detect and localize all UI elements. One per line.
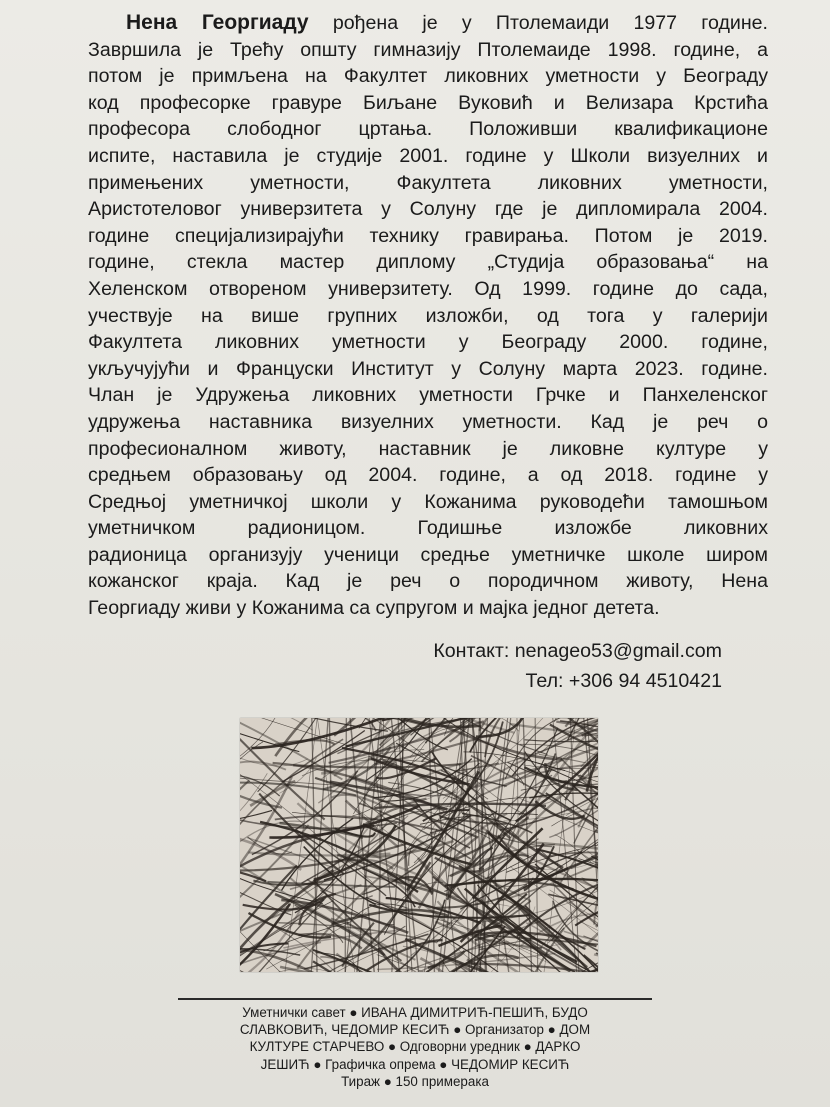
contact-phone: Тел: +306 94 4510421 xyxy=(525,670,722,692)
bio-line: радионица организују ученици средње уметничке школе широм xyxy=(88,543,768,566)
contact-email: Контакт: nenageo53@gmail.com xyxy=(433,640,722,662)
credits-line: Уметнички савет ● ИВАНА ДИМИТРИЋ-ПЕШИЋ, БУДО xyxy=(242,1005,588,1020)
bio-line-1: Нена Георгиаду рођена је у Птолемаиди 1977 године. xyxy=(126,11,768,34)
bio-line: Хеленском отвореном универзитету. Од 1999. године до сада, xyxy=(88,277,768,300)
bio-line: Аристотеловог универзитета у Солуну где је дипломирала 2004. xyxy=(88,198,768,221)
bio-line: код професорке гравуре Биљане Вуковић и Велизара Крстића xyxy=(88,91,768,114)
bio-line-last: Георгиаду живи у Кожанима са супругом и мајка једног детета. xyxy=(88,597,660,620)
bio-line: године, стекла мастер диплому „Студија образовања“ на xyxy=(88,251,768,274)
credits-line: КУЛТУРЕ СТАРЧЕВО ● Одговорни уредник ● ДАРКО xyxy=(249,1039,581,1055)
bio-line: средњем образовању од 2004. године, а од 2018. године у xyxy=(88,464,768,487)
bio-line: професора слободног цртања. Положивши квалификационе xyxy=(88,118,768,141)
bio-line: укључујући и Француски Институт у Солуну марта 2023. године. xyxy=(88,357,768,380)
contact-block xyxy=(380,636,722,696)
credits-line: ЈЕШИЋ ● Графичка опрема ● ЧЕДОМИР КЕСИЋ xyxy=(260,1056,570,1072)
bio-line: испите, наставила је студије 2001. године у Школи визуелних и xyxy=(88,144,768,167)
bio-line: потом је примљена на Факултет ликовних уметности у Београду xyxy=(88,65,768,88)
bio-line: кожанског краја. Кад је реч о породичном животу, Нена xyxy=(88,570,768,593)
bio-line: Члан је Удружења ликовних уметности Грчке и Панхеленског xyxy=(88,384,768,407)
artist-name: Нена Георгиаду xyxy=(126,11,309,34)
bio-line: Средњој уметничкој школи у Кожанима руководећи тамошњом xyxy=(88,490,768,513)
credits-line: СЛАВКОВИЋ, ЧЕДОМИР КЕСИЋ ● Организатор ● ДОМ xyxy=(239,1022,591,1038)
bio-line: године специјализирајући технику гравирања. Потом је 2019. xyxy=(88,224,768,247)
bio-line: примењених уметности, Факултета ликовних уметности, xyxy=(88,171,768,194)
artwork-image xyxy=(240,718,598,972)
bio-line: професионалном животу, наставник је ликовне културе у xyxy=(88,437,768,460)
bio-line: учествује на више групних изложби, од тога у галерији xyxy=(88,304,768,327)
bio-line: удружења наставника визуелних уметности. Кад је реч о xyxy=(88,410,768,433)
credits-block xyxy=(205,1004,625,1090)
credits-line: Тираж ● 150 примерака xyxy=(341,1073,489,1089)
etching-icon xyxy=(240,718,598,972)
bio-line: Завршила је Трећу општу гимназију Птолемаиде 1998. године, а xyxy=(88,38,768,61)
bio-line: Факултета ликовних уметности у Београду 2000. године, xyxy=(88,331,768,354)
divider-line xyxy=(178,998,652,1000)
biography-text xyxy=(88,10,768,622)
bio-line: уметничком радионицом. Годишње изложбе ликовних xyxy=(88,517,768,540)
